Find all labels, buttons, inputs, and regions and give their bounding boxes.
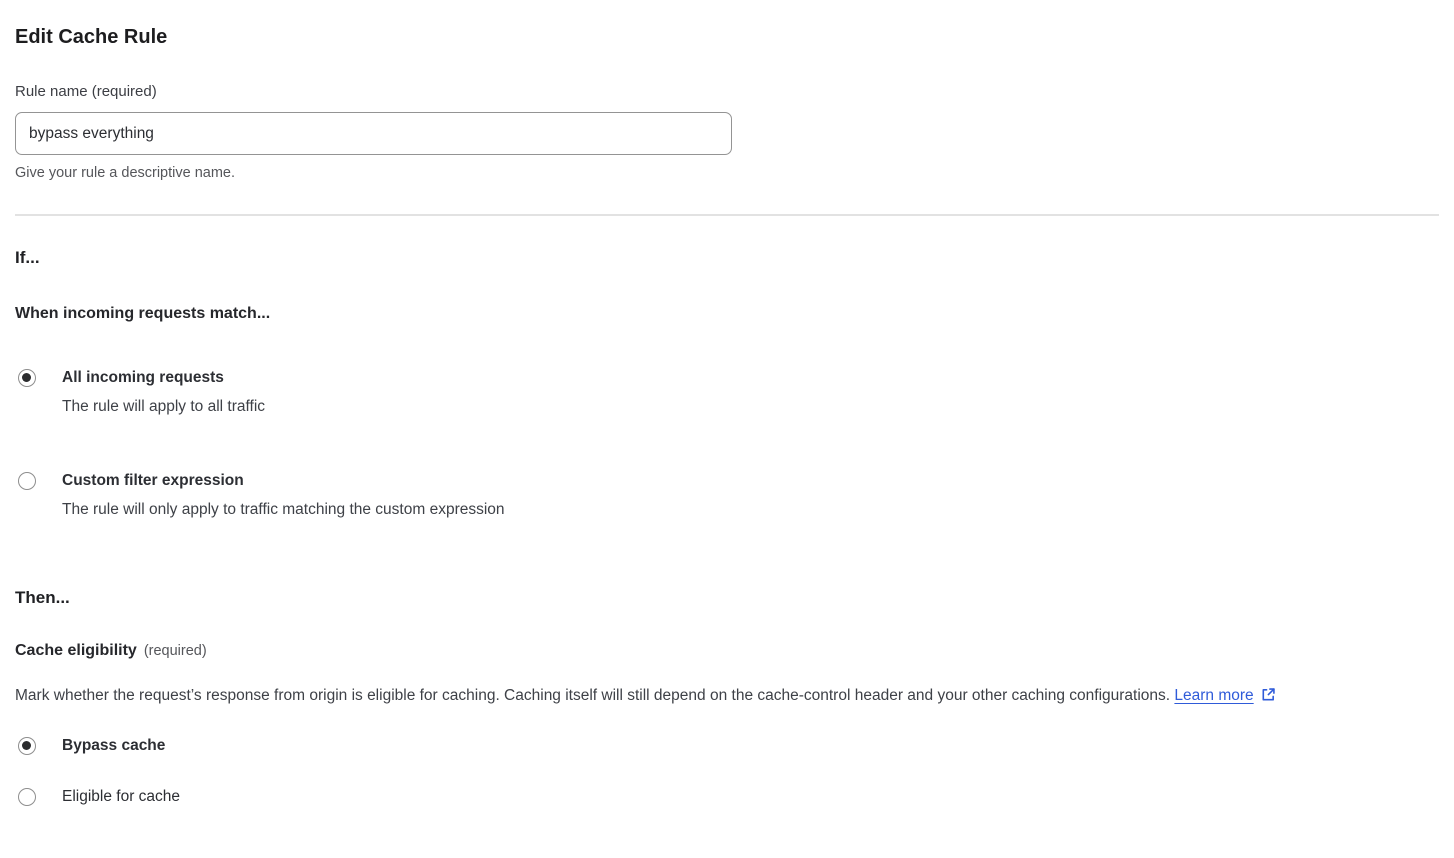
rule-name-label: Rule name (required) [15,83,157,100]
cache-eligibility-label-text: Cache eligibility [15,642,137,659]
external-link-icon [1260,684,1277,713]
radio-button-icon[interactable] [18,788,36,806]
radio-option-label: Eligible for cache [62,788,181,805]
required-indicator: (required) [143,643,207,659]
then-section-heading: Then... [15,588,70,607]
page-title: Edit Cache Rule [15,26,168,48]
radio-option-text [62,736,165,755]
radio-button-icon[interactable] [18,737,36,755]
edit-cache-rule-page [0,25,1454,806]
radio-option-text [62,471,505,519]
radio-option-description: The rule will apply to all traffic [62,398,266,415]
radio-option-custom-filter-expression[interactable] [18,471,1439,519]
incoming-requests-subheading: When incoming requests match... [15,305,271,322]
rule-name-help: Give your rule a descriptive name. [15,165,236,181]
radio-option-description: The rule will only apply to traffic matching the custom expression [62,501,505,518]
if-section-heading: If... [15,248,40,267]
radio-option-text [62,787,180,806]
section-divider [15,214,1439,216]
learn-more-link[interactable]: Learn more [1174,687,1254,704]
radio-option-text [62,368,265,416]
radio-option-label: All incoming requests [62,369,224,386]
cache-eligibility-description [15,681,1407,713]
radio-button-icon[interactable] [18,472,36,490]
radio-option-label: Bypass cache [62,737,166,754]
radio-button-icon[interactable] [18,369,36,387]
cache-eligibility-label [15,641,1439,661]
radio-option-bypass-cache[interactable] [18,736,1439,755]
radio-option-eligible-for-cache[interactable] [18,787,1439,806]
description-text: Mark whether the request’s response from origin is eligible for caching. Caching itself will still depend on the cache-control header and your other caching configurations. [15,687,1171,704]
radio-option-all-incoming-requests[interactable] [18,368,1439,416]
radio-option-label: Custom filter expression [62,472,244,489]
rule-name-input[interactable] [15,112,732,155]
